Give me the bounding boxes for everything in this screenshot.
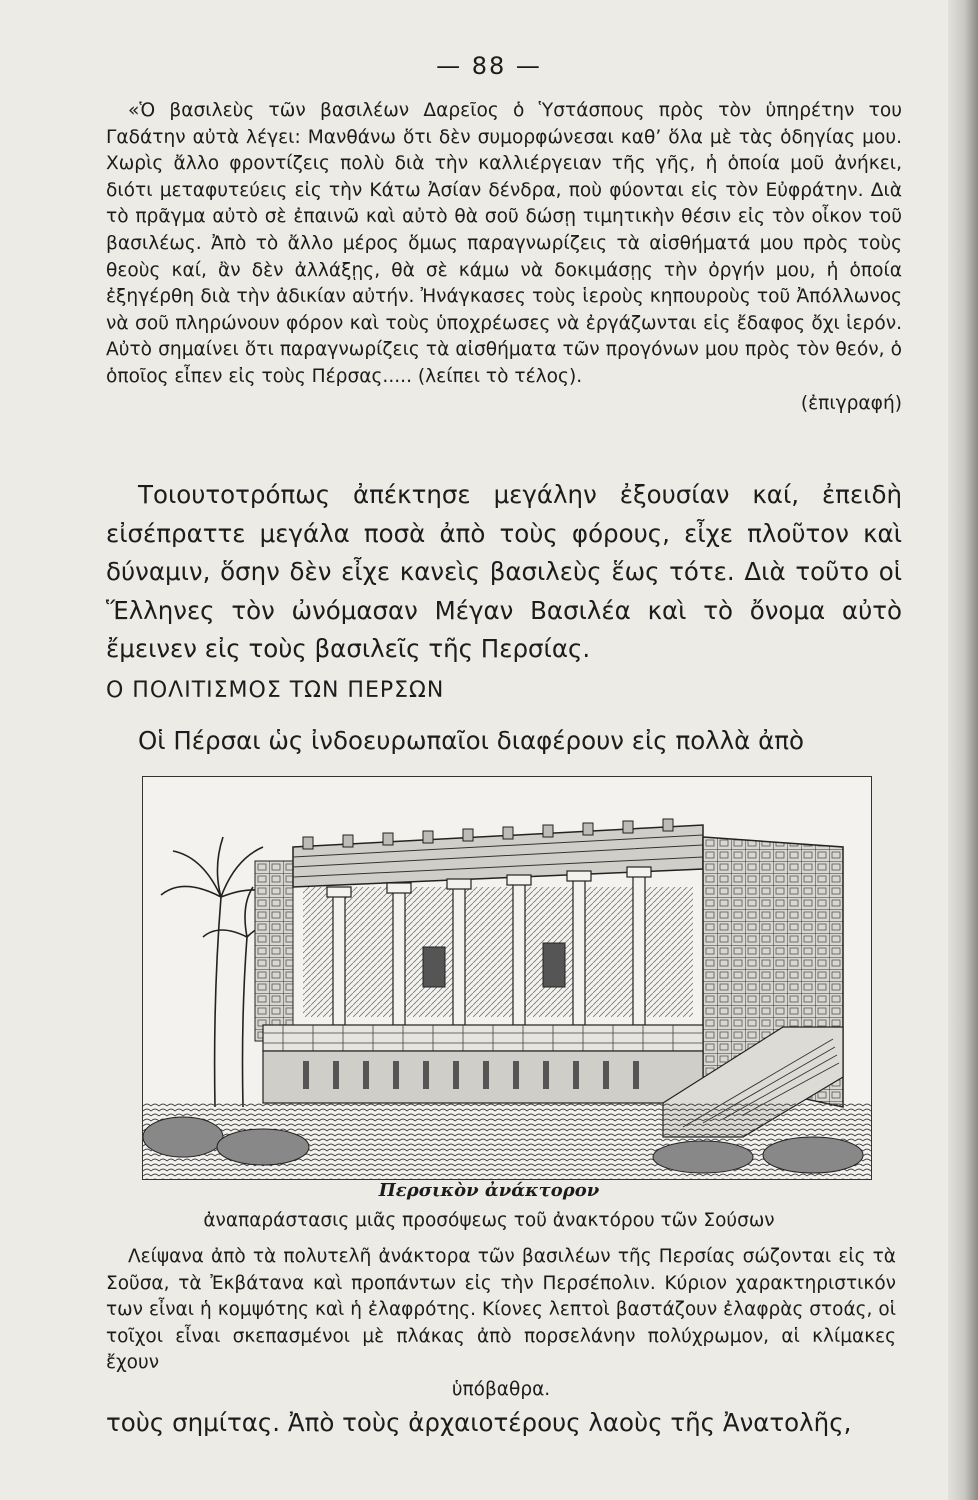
inscription-source: (ἐπιγραφή) [800, 392, 902, 414]
section-heading: Ο ΠΟΛΙΤΙΣΜΟΣ ΤΩΝ ΠΕΡΣΩΝ [106, 678, 445, 703]
continuation-line: τοὺς σημίτας. Ἀπὸ τοὺς ἀρχαιοτέρους λαοὺς τῆς Ἀνατολῆς, [106, 1408, 852, 1437]
inscription-block [106, 98, 902, 417]
intro-line: Οἱ Πέρσαι ὡς ἰνδοευρωπαῖοι διαφέρουν εἰς πολλὰ ἀπὸ [138, 726, 805, 755]
figure-title: Περσικὸν ἀνάκτορον [378, 1180, 600, 1201]
page-number: — 88 — [436, 52, 542, 80]
palace-illustration [142, 776, 872, 1180]
figure-description [106, 1244, 896, 1403]
inscription-text: «Ὁ βασιλεὺς τῶν βασιλέων Δαρεῖος ὁ Ὑστάσπους πρὸς τὸν ὑπηρέτην του Γαδάτην αὐτὰ λέγει: Μανθάνω ὅτι δὲν συμορφώνεσαι καθ’ ὅλα μὲ τὰς ὁδηγίας μου. Χωρὶς ἄλλο φροντίζεις πολὺ διὰ τὴν καλλιέργειαν τῆς γῆς, ἡ ὁποία μοῦ ἀνήκει, διότι μεταφυτεύεις εἰς τὴν Κάτω Ἀσίαν δένδρα, ποὺ φύονται εἰς τὸν Εὐφράτην. Διὰ τὸ πρᾶγμα αὐτὸ σὲ ἐπαινῶ καὶ αὐτὸ θὰ σοῦ δώσῃ τιμητικὴν θέσιν εἰς τὸν οἶκον τοῦ βασιλέως. Ἀπὸ τὸ ἄλλο μέρος ὅμως παραγνωρίζεις τὰ αἰσθήματά μου πρὸς τοὺς θεοὺς καί, ἂν δὲν ἀλλάξῃς, θὰ σὲ κάμω νὰ δοκιμάσῃς τὴν ὀργήν μου, ἡ ὁποία ἐξηγέρθη διὰ τὴν ἀδικίαν αὐτήν. Ἠνάγκασες τοὺς ἱεροὺς κηπουροὺς τοῦ Ἀπόλλωνος νὰ σοῦ πληρώνουν φόρον καὶ τοὺς ὑποχρέωσες νὰ ἐργάζωνται εἰς ἔδαφος ὄχι ἱερόν. Αὐτὸ σημαίνει ὅτι παραγνωρίζεις τὰ αἰσθήματα τῶν προγόνων μου πρὸς τὸν θεόν, ὁ ὁποῖος εἶπεν εἰς τοὺς Πέρσας..... (λείπει τὸ τέλος). [106, 100, 902, 387]
page-edge-shadow [948, 0, 978, 1500]
figure-description-text: Λείψανα ἀπὸ τὰ πολυτελῆ ἀνάκτορα τῶν βασιλέων τῆς Περσίας σώζονται εἰς τὰ Σοῦσα, τὰ Ἐκβάτανα καὶ προπάντων εἰς τὴν Περσέπολιν. Κύριον χαρακτηριστικόν των εἶναι ἡ κομψότης καὶ ἡ ἐλαφρότης. Κίονες λεπτοὶ βαστάζουν ἐλαφρὰς στοάς, οἱ τοῖχοι εἶναι σκεπασμένοι μὲ πλάκας ἀπὸ πορσελάνην πολύχρωμον, αἱ κλίμακες ἔχουν [106, 1246, 896, 1373]
figure-description-end: ὑπόβαθρα. [451, 1378, 551, 1400]
palace-drawing [143, 777, 871, 1179]
main-paragraph: Τοιουτοτρόπως ἀπέκτησε μεγάλην ἐξουσίαν καί, ἐπειδὴ εἰσέπραττε μεγάλα ποσὰ ἀπὸ τοὺς φόρους, εἶχε πλοῦτον καὶ δύναμιν, ὅσην δὲν εἶχε κανεὶς βασιλεὺς ἕως τότε. Διὰ τοῦτο οἱ Ἕλληνες τὸν ὠνόμασαν Μέγαν Βασιλέα καὶ τὸ ὄνομα αὐτὸ ἔμεινεν εἰς τοὺς βασιλεῖς τῆς Περσίας. [106, 480, 902, 663]
figure-subtitle: ἀναπαράστασις μιᾶς προσόψεως τοῦ ἀνακτόρου τῶν Σούσων [203, 1210, 775, 1231]
